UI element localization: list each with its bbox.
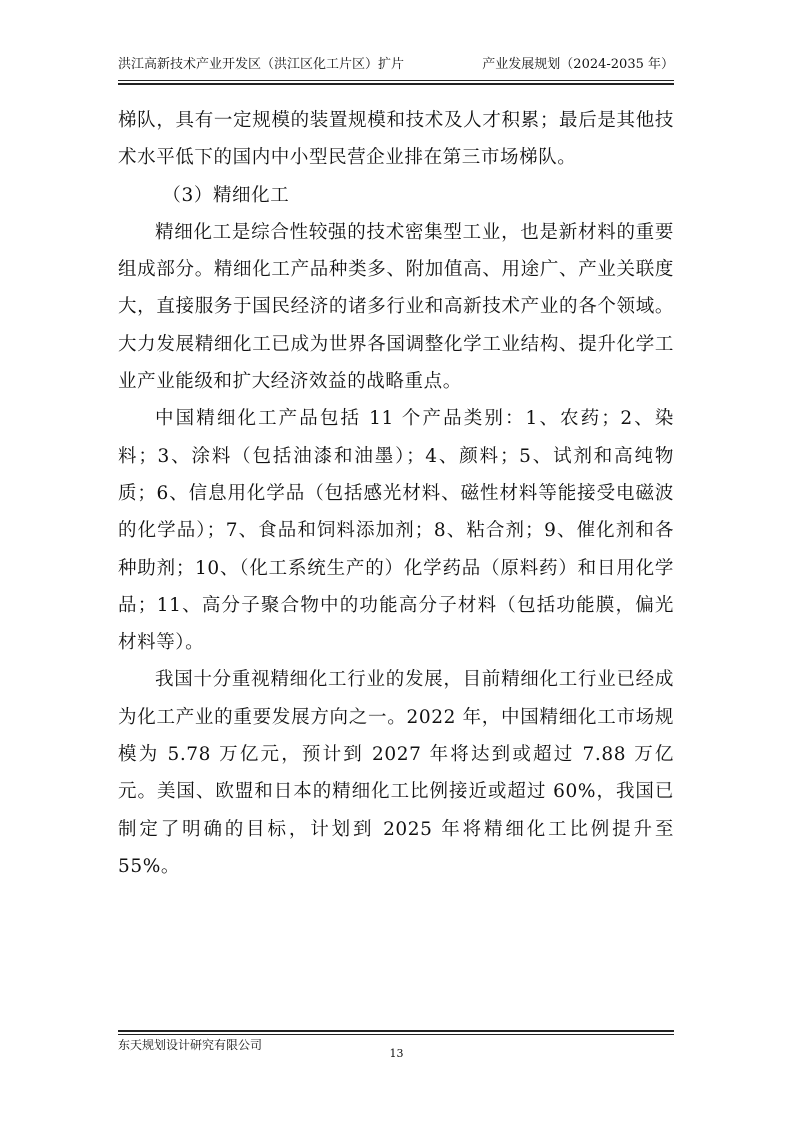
header-plan-title: 产业发展规划（2024-2035 年）	[482, 57, 674, 72]
document-body	[118, 102, 674, 885]
footer-divider-thin	[118, 1034, 674, 1035]
footer-divider-thick	[118, 1030, 674, 1032]
header-document-title: 洪江高新技术产业开发区（洪江区化工片区）扩片	[118, 57, 405, 72]
footer-company-name: 东天规划设计研究有限公司	[118, 1038, 263, 1052]
page-header	[118, 54, 674, 76]
paragraph-product-categories: 中国精细化工产品包括 11 个产品类别：1、农药；2、染料；3、涂料（包括油漆和油墨）；4、颜料；5、试剂和高纯物质；6、信息用化学品（包括感光材料、磁性材料等能接受电磁波的化学品）；7、食品和饲料添加剂；8、粘合剂；9、催化剂和各种助剂；10、（化工系统生产的）化学药品（原料药）和日用化学品；11、高分子聚合物中的功能高分子材料（包括功能膜，偏光材料等）。	[118, 408, 674, 654]
header-divider-thick	[118, 83, 674, 85]
section-subheading: （3）精细化工	[162, 184, 290, 206]
paragraph-market-size: 我国十分重视精细化工行业的发展，目前精细化工行业已经成为化工产业的重要发展方向之一。2022 年，中国精细化工市场规模为 5.78 万亿元，预计到 2027 年将达到或超过 7.88 万亿元。美国、欧盟和日本的精细化工比例接近或超过 60%，我国已制定了明确的目标，计划到 2025 年将精细化工比例提升至 55%。	[118, 669, 674, 877]
paragraph-fine-chemicals-intro: 精细化工是综合性较强的技术密集型工业，也是新材料的重要组成部分。精细化工产品种类多、附加值高、用途广、产业关联度大，直接服务于国民经济的诸多行业和高新技术产业的各个领域。大力发展精细化工已成为世界各国调整化学工业结构、提升化学工业产业能级和扩大经济效益的战略重点。	[118, 221, 674, 393]
page-number: 13	[389, 1047, 404, 1060]
header-divider-thin	[118, 80, 674, 81]
paragraph-continuation: 梯队，具有一定规模的装置规模和技术及人才积累；最后是其他技术水平低下的国内中小型民营企业排在第三市场梯队。	[118, 110, 674, 169]
